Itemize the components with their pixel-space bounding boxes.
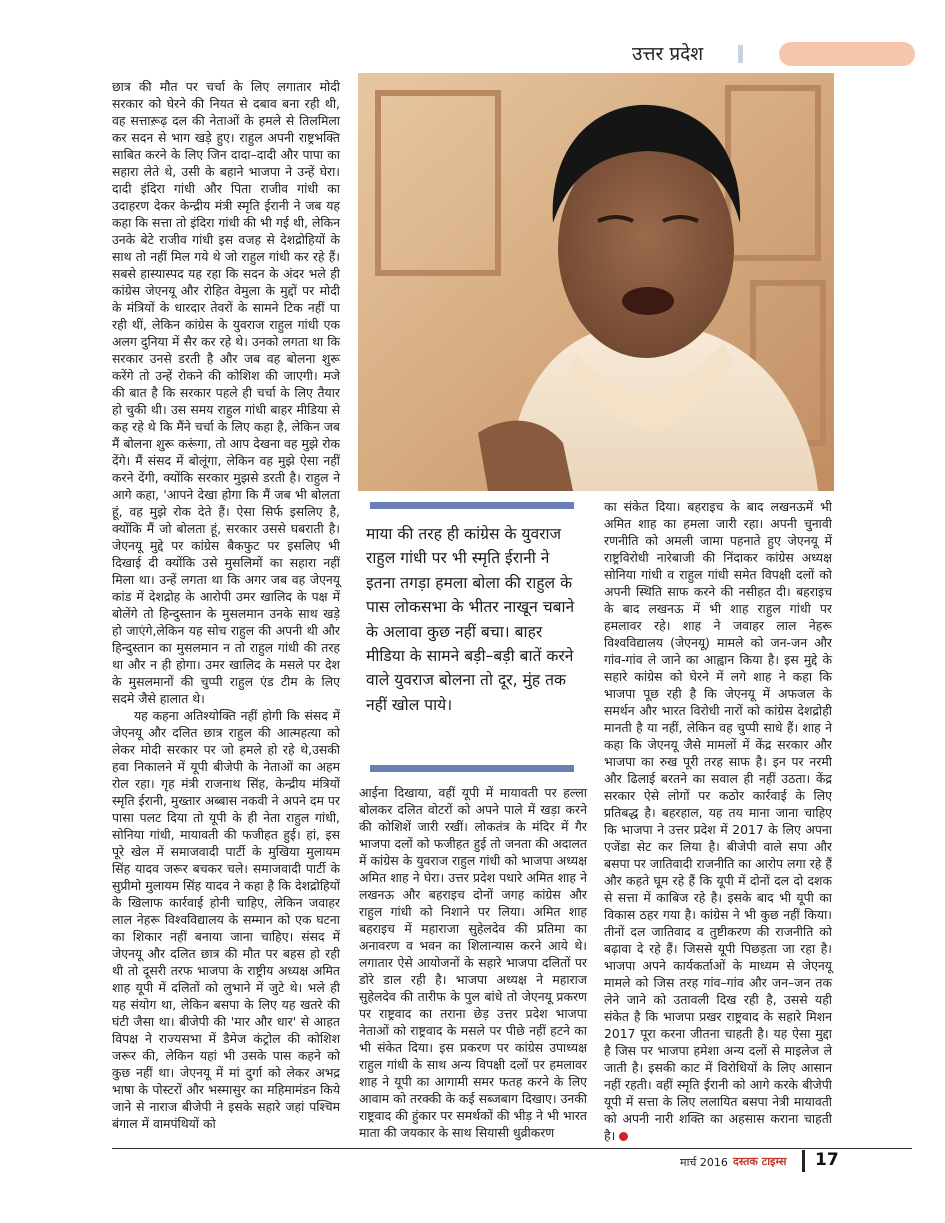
section-accent-pill: [779, 42, 915, 66]
article-column-middle: [359, 784, 587, 1140]
paragraph: आईना दिखाया, वहीं यूपी में मायावती पर हल्ला बोलकर दलित वोटरों को अपने पाले में खड़ा करने की कोशिशें जारी रखीं। लोकतंत्र के मंदिर में गैर भाजपा दलों को फजीहत हुई तो जनता की अदालत में कांग्रेस के युवराज राहुल गांधी को भाजपा अध्यक्ष अमित शाह ने घेरा। उत्तर प्रदेश पधारे अमित शाह ने लखनऊ और बहराइच दोनों जगह कांग्रेस और राहुल गांधी को निशाने पर लिया। अमित शाह बहराइच में महाराजा सुहेलदेव की प्रतिमा का अनावरण व भवन का शिलान्यास करने आये थे। लगातार ऐसे आयोजनों के सहारे भाजपा दलितों पर डोरे डाल रही है। भाजपा अध्यक्ष ने महाराज सुहेलदेव की तारीफ के पुल बांधे तो जेएनयू प्रकरण पर राष्ट्रवाद का तराना छेड़ उत्तर प्रदेश भाजपा नेताओं को राष्ट्रवाद के मसले पर पीछे नहीं हटने का भी संकेत दिया। इस प्रकरण पर कांग्रेस उपाध्यक्ष राहुल गांधी के साथ अन्य विपक्षी दलों पर हमलावर शाह ने यूपी का आगामी समर फतह करने के लिए आवाम को तरक्की के कई सब्जबाग दिखाए। उनकी राष्ट्रवाद की हुंकार पर समर्थकों की भीड़ ने भी भारत माता की जयकार के साथ सियासी धुव्रीकरण: [359, 785, 587, 1140]
pullquote-rule-bottom: [370, 765, 574, 772]
portrait-photo: [358, 73, 834, 491]
paragraph: यह कहना अतिश्योक्ति नहीं होगी कि संसद में जेएनयू और दलित छात्र राहुल की आत्महत्या को लेकर मोदी सरकार पर जो हमले हो रहे थे,उसकी हवा निकालने में यूपी बीजेपी के नेताओं का अहम रोल रहा। गृह मंत्री राजनाथ सिंह, केन्द्रीय मंत्रियों स्मृति ईरानी, मुख्तार अब्बास नकवी ने अपने दम पर पासा पलट दिया तो यूपी के ही नेता राहुल गांधी, सोनिया गांधी, मायावती की फजीहत हुई। हां, इस पूरे खेल में समाजवादी पार्टी के मुखिया मुलायम सिंह यादव जरूर बचकर चले। समाजवादी पार्टी के सुप्रीमो मुलायम सिंह यादव ने कहा है कि देशद्रोहियों के खिलाफ कार्रवाई होनी चाहिए, लेकिन जवाहर लाल नेहरू विश्वविद्यालय के सम्मान को एक घटना का शिकार नहीं बनाया जाना चाहिए। संसद में जेएनयू और दलित छात्र की मौत पर बहस हो रही थी तो दूसरी तरफ भाजपा के राष्ट्रीय अध्यक्ष अमित शाह यूपी में दलितों को लुभाने में जुटे थे। भले ही यह संयोग था, लेकिन बसपा के लिए यह खतरे की घंटी जैसा था। बीजेपी की 'मार और धार' से आहत विपक्ष ने राज्यसभा में डैमेज कंट्रोल की कोशिश जरूर की, लेकिन यहां भी उसके पास कहने को कुछ नहीं था। जेएनयू में मां दुर्गा को लेकर अभद्र भाषा के पोस्टरों और भस्मासुर का महिमामंडन किये जाने से नाराज बीजेपी ने इसके सहारे जहां पश्चिम बंगाल में वामपंथियों को: [112, 708, 340, 1131]
section-divider: [738, 45, 743, 63]
article-column-left: [112, 78, 340, 1133]
page-number: 17: [815, 1150, 839, 1170]
magazine-logo: दस्तक टाइम्स: [733, 1155, 787, 1168]
paragraph: छात्र की मौत पर चर्चा के लिए लगातार मोदी सरकार को घेरने की नियत से दबाव बना रही थी, वह सत्ताऱूढ़ दल की नेताओं के हमले से तिलमिला कर सदन से भाग खड़े हुए। राहुल अपनी राष्ट्रभक्ति साबित करने के लिए जिन दादा–दादी और पापा का सहारा लेते थे, उसी के बहाने भाजपा ने उन्हें घेरा। दादी इंदिरा गांधी और पिता राजीव गांधी का उदाहरण देकर केन्द्रीय मंत्री स्मृति ईरानी ने जब यह कहा कि सत्ता तो इंदिरा गांधी की भी गई थी, लेकिन उनके बेटे राजीव गांधी इस वजह से देशद्रोहियों के साथ तो नहीं मिल गये थे जो राहुल गांधी कर रहे हैं। सबसे हास्यास्पद यह रहा कि सदन के अंदर भले ही कांग्रेस जेएनयू और रोहित वेमुला के मुद्दों पर मोदी के मंत्रियों के धारदार तेवरों के सामने टिक नहीं पा रही थीं, लेकिन कांग्रेस के युवराज राहुल गांधी एक अलग दुनिया में सैर कर रहे थे। उनको लगता था कि सरकार उनसे डरती है और जब वह बोलना शुरू करेंगे तो उन्हें रोकने की कोशिश की जाएगी। मजे की बात है कि सरकार पहले ही चर्चा के लिए तैयार हो चुकी थी। उस समय राहुल गांधी बाहर मीडिया से कह रहे थे कि मैंने चर्चा के लिए कहा है, लेकिन जब मैं बोलना शुरू करूंगा, तो आप देखना वह मुझे रोक देंगे। मैं संसद में बोलूंगा, लेकिन वह मुझे ऐसा नहीं करने देंगी, क्योंकि सरकार मुझसे डरती है। राहुल ने आगे कहा, 'आपने देखा होगा कि मैं जब भी बोलता हूं, वह मुझे रोक देते हैं। ऐसा सिर्फ इसलिए है, क्योंकि मैं जो बोलता हूं, सरकार उससे घबराती है। जेएनयू मुद्दे पर कांग्रेस बैकफुट पर इसलिए भी दिखाई दी क्योंकि उसे मुसलिमों का सहारा नहीं मिला था। उन्हें लगता था कि अगर जब वह जेएनयू कांड में देशद्रोह के आरोपी उमर खालिद के पक्ष में बोलेंगे तो हिन्दुस्तान के मुसलमान उनके साथ खड़े हो जाएंगे,लेकिन यह सोच राहुल की अपनी थी और हिन्दुस्तान का मुसलमान न तो राहुल गांधी की तरह था और न ही होगा। उमर खालिद के मसले पर देश के मुसलमानों की चुप्पी राहुल एंड टीम के लिए सदमे जैसे हालात थे।: [112, 79, 340, 706]
article-column-right: [604, 498, 832, 1143]
end-of-article-dot: [619, 1132, 628, 1141]
pullquote-rule-top: [370, 502, 574, 509]
footer-date: मार्च 2016: [680, 1156, 728, 1169]
footer-divider: [802, 1150, 805, 1172]
paragraph: [604, 498, 832, 1144]
pullquote: माया की तरह ही कांग्रेस के युवराज राहुल गांधी पर भी स्मृति ईरानी ने इतना तगड़ा हमला बोला की राहुल के पास लोकसभा के भीतर नाखून चबाने के अलावा कुछ नहीं बचा। बाहर मीडिया के सामने बड़ी–बड़ी बातें करने वाले युवराज बोलना तो दूर, मुंह तक नहीं खोल पाये।: [366, 525, 575, 714]
paragraph-text: का संकेत दिया। बहराइच के बाद लखनऊमें भी अमित शाह का हमला जारी रहा। अपनी चुनावी रणनीति को अमली जामा पहनाते हुए जेएनयू में राष्ट्रविरोधी नारेबाजी की निंदाकर कांग्रेस अध्यक्ष सोनिया गांधी व राहुल गांधी समेत विपक्षी दलों को अपनी स्थिति साफ करने की नसीहत दी। बहराइच के बाद लखनऊ में भी शाह राहुल गांधी पर हमलावर रहे। शाह ने जवाहर लाल नेहरू विश्वविद्यालय (जेएनयू) मामले को जन-जन और गांव-गांव ले जाने का आह्वान किया है। इस मुद्दे के सहारे कांग्रेस को घेरने में लगे शाह ने कहा कि भाजपा पूछ रही है कि जेएनयू में अफजल के समर्थन और भारत विरोधी नारों को कांग्रेस देशद्रोही मानती है या नहीं, लेकिन वह चुप्पी साधे हैं। शाह ने कहा कि जेएनयू जैसे मामलों में केंद्र सरकार और भाजपा का रुख पूरी तरह साफ है। इन पर नरमी और ढिलाई बरतने का सवाल ही नहीं उठता। केंद्र सरकार ऐसे लोगों पर कठोर कार्रवाई के लिए प्रतिबद्ध है। बहरहाल, यह तय माना जाना चाहिए कि भाजपा ने उत्तर प्रदेश में 2017 के लिए अपना एजेंडा सेट कर लिया है। बीजेपी वाले सपा और बसपा पर जातिवादी राजनीति का आरोप लगा रहे हैं और कहते घूम रहे हैं कि यूपी में दोनों दल दो दशक से सत्ता में काबिज रहे है। इसके बाद भी यूपी का विकास ठहर गया है। कांग्रेस ने भी कुछ नहीं किया। तीनों दल जातिवाद व तुष्टीकरण की राजनीति को बढ़ावा दे रहे हैं। जिससे यूपी पिछड़ता जा रहा है। भाजपा अपने कार्यकर्ताओं के माध्यम से जेएनयू मामले को जिस तरह गांव–गांव और जन–जन तक लेने जाने को उतावली दिख रही है, उससे यही संकेत है कि भाजपा प्रखर राष्ट्रवाद के सहारे मिशन 2017 पूरा करना जीतना चाहती है। यह ऐसा मुद्दा है जिस पर भाजपा हमेशा अन्य दलों से माइलेज ले जाती है। इसकी काट में विरोधियों के लिए आसान नहीं रहती। वहीं स्मृति ईरानी को आगे करके बीजेपी यूपी में सत्ता के लिए ललायित बसपा नेत्री मायावती को अपनी नारी शक्ति का अहसास कराना चाहती है।: [604, 499, 832, 1143]
footer-rule: [112, 1148, 912, 1149]
section-title: उत्तर प्रदेश: [632, 43, 704, 65]
